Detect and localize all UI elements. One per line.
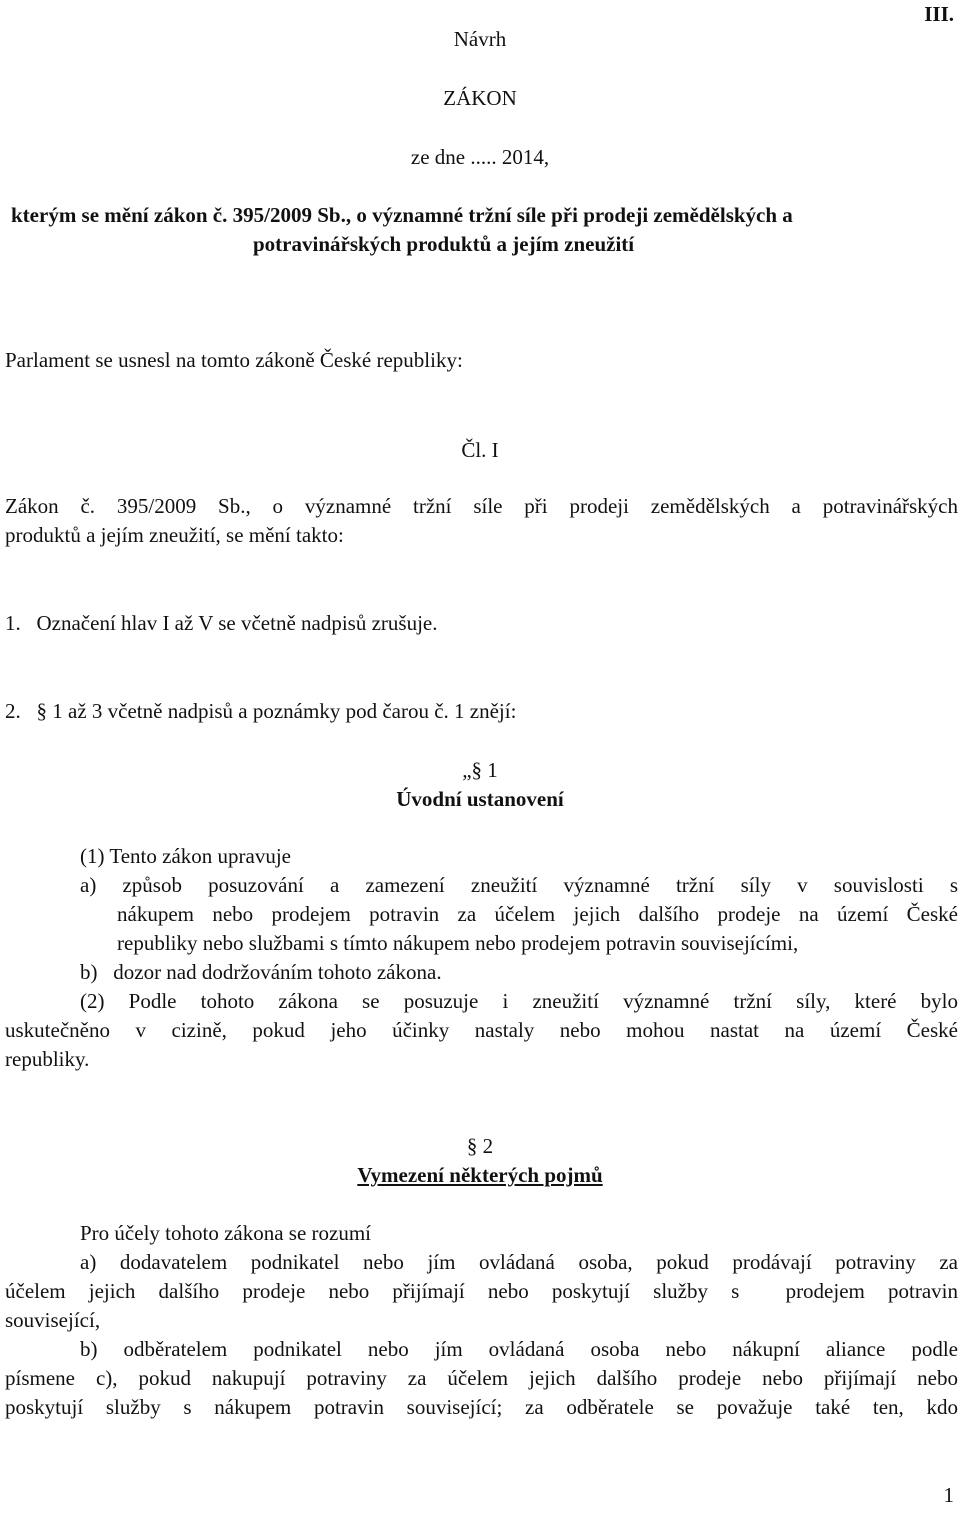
section-1-para-2-line-3: republiky. (5, 1047, 90, 1071)
section-1-item-a-line-1: a) způsob posuzování a zamezení zneužití významné tržní síly v souvislosti s (80, 873, 958, 897)
section-2-number: § 2 (466, 1134, 494, 1158)
preamble: Parlament se usnesl na tomto zákoně České republiky: (5, 348, 463, 372)
section-1-para-1-intro: (1) Tento zákon upravuje (80, 844, 291, 868)
annex-label: III. (924, 2, 954, 26)
section-1-para-2-line-1: (2) Podle tohoto zákona se posuzuje i zneužití významné tržní síly, které bylo (80, 989, 958, 1013)
amendment-point-1: 1. Označení hlav I až V se včetně nadpisů zrušuje. (5, 611, 438, 635)
date-line: ze dne ..... 2014, (410, 145, 550, 169)
section-1-item-b: b) dozor nad dodržováním tohoto zákona. (80, 960, 442, 984)
subtitle-line-1: kterým se mění zákon č. 395/2009 Sb., o významné tržní síle při prodeji zemědělských a (11, 203, 793, 227)
article-intro-line-1: Zákon č. 395/2009 Sb., o významné tržní síle při prodeji zemědělských a potravinářských (5, 494, 958, 518)
section-2-b-line-3: poskytují služby s nákupem potravin související; za odběratele se považuje také ten, kdo (5, 1395, 958, 1419)
section-2-b-line-1: b) odběratelem podnikatel nebo jím ovládaná osoba nebo nákupní aliance podle (80, 1337, 958, 1361)
section-1-title: Úvodní ustanovení (396, 787, 564, 811)
section-2-a-line-2: účelem jejich dalšího prodeje nebo přijímají nebo poskytují služby s prodejem potravin (5, 1279, 958, 1303)
draft-label: Návrh (453, 27, 507, 51)
section-1-item-a-line-2: nákupem nebo prodejem potravin za účelem jejich dalšího prodeje na území České (117, 902, 958, 926)
section-1-para-2-line-2: uskutečněno v cizině, pokud jeho účinky nastaly nebo mohou nastat na území České (5, 1018, 958, 1042)
article-intro-line-2: produktů a jejím zneužití, se mění takto: (5, 523, 344, 547)
section-1-number: „§ 1 (462, 758, 498, 782)
section-2-title: Vymezení některých pojmů (357, 1163, 603, 1187)
article-heading: Čl. I (461, 438, 499, 462)
section-2-intro: Pro účely tohoto zákona se rozumí (80, 1221, 372, 1245)
document-type-title: ZÁKON (443, 86, 517, 110)
section-2-a-line-1: a) dodavatelem podnikatel nebo jím ovládaná osoba, pokud prodávají potraviny za (80, 1250, 958, 1274)
section-2-a-line-3: související, (5, 1308, 101, 1332)
section-2-b-line-2: písmene c), pokud nakupují potraviny za účelem jejich dalšího prodeje nebo přijímají nebo (5, 1366, 958, 1390)
subtitle-line-2: potravinářských produktů a jejím zneužití (253, 232, 635, 256)
page-number: 1 (943, 1483, 954, 1507)
amendment-point-2: 2. § 1 až 3 včetně nadpisů a poznámky pod čarou č. 1 znějí: (5, 699, 517, 723)
section-1-item-a-line-3: republiky nebo službami s tímto nákupem nebo prodejem potravin souvisejícími, (117, 931, 799, 955)
